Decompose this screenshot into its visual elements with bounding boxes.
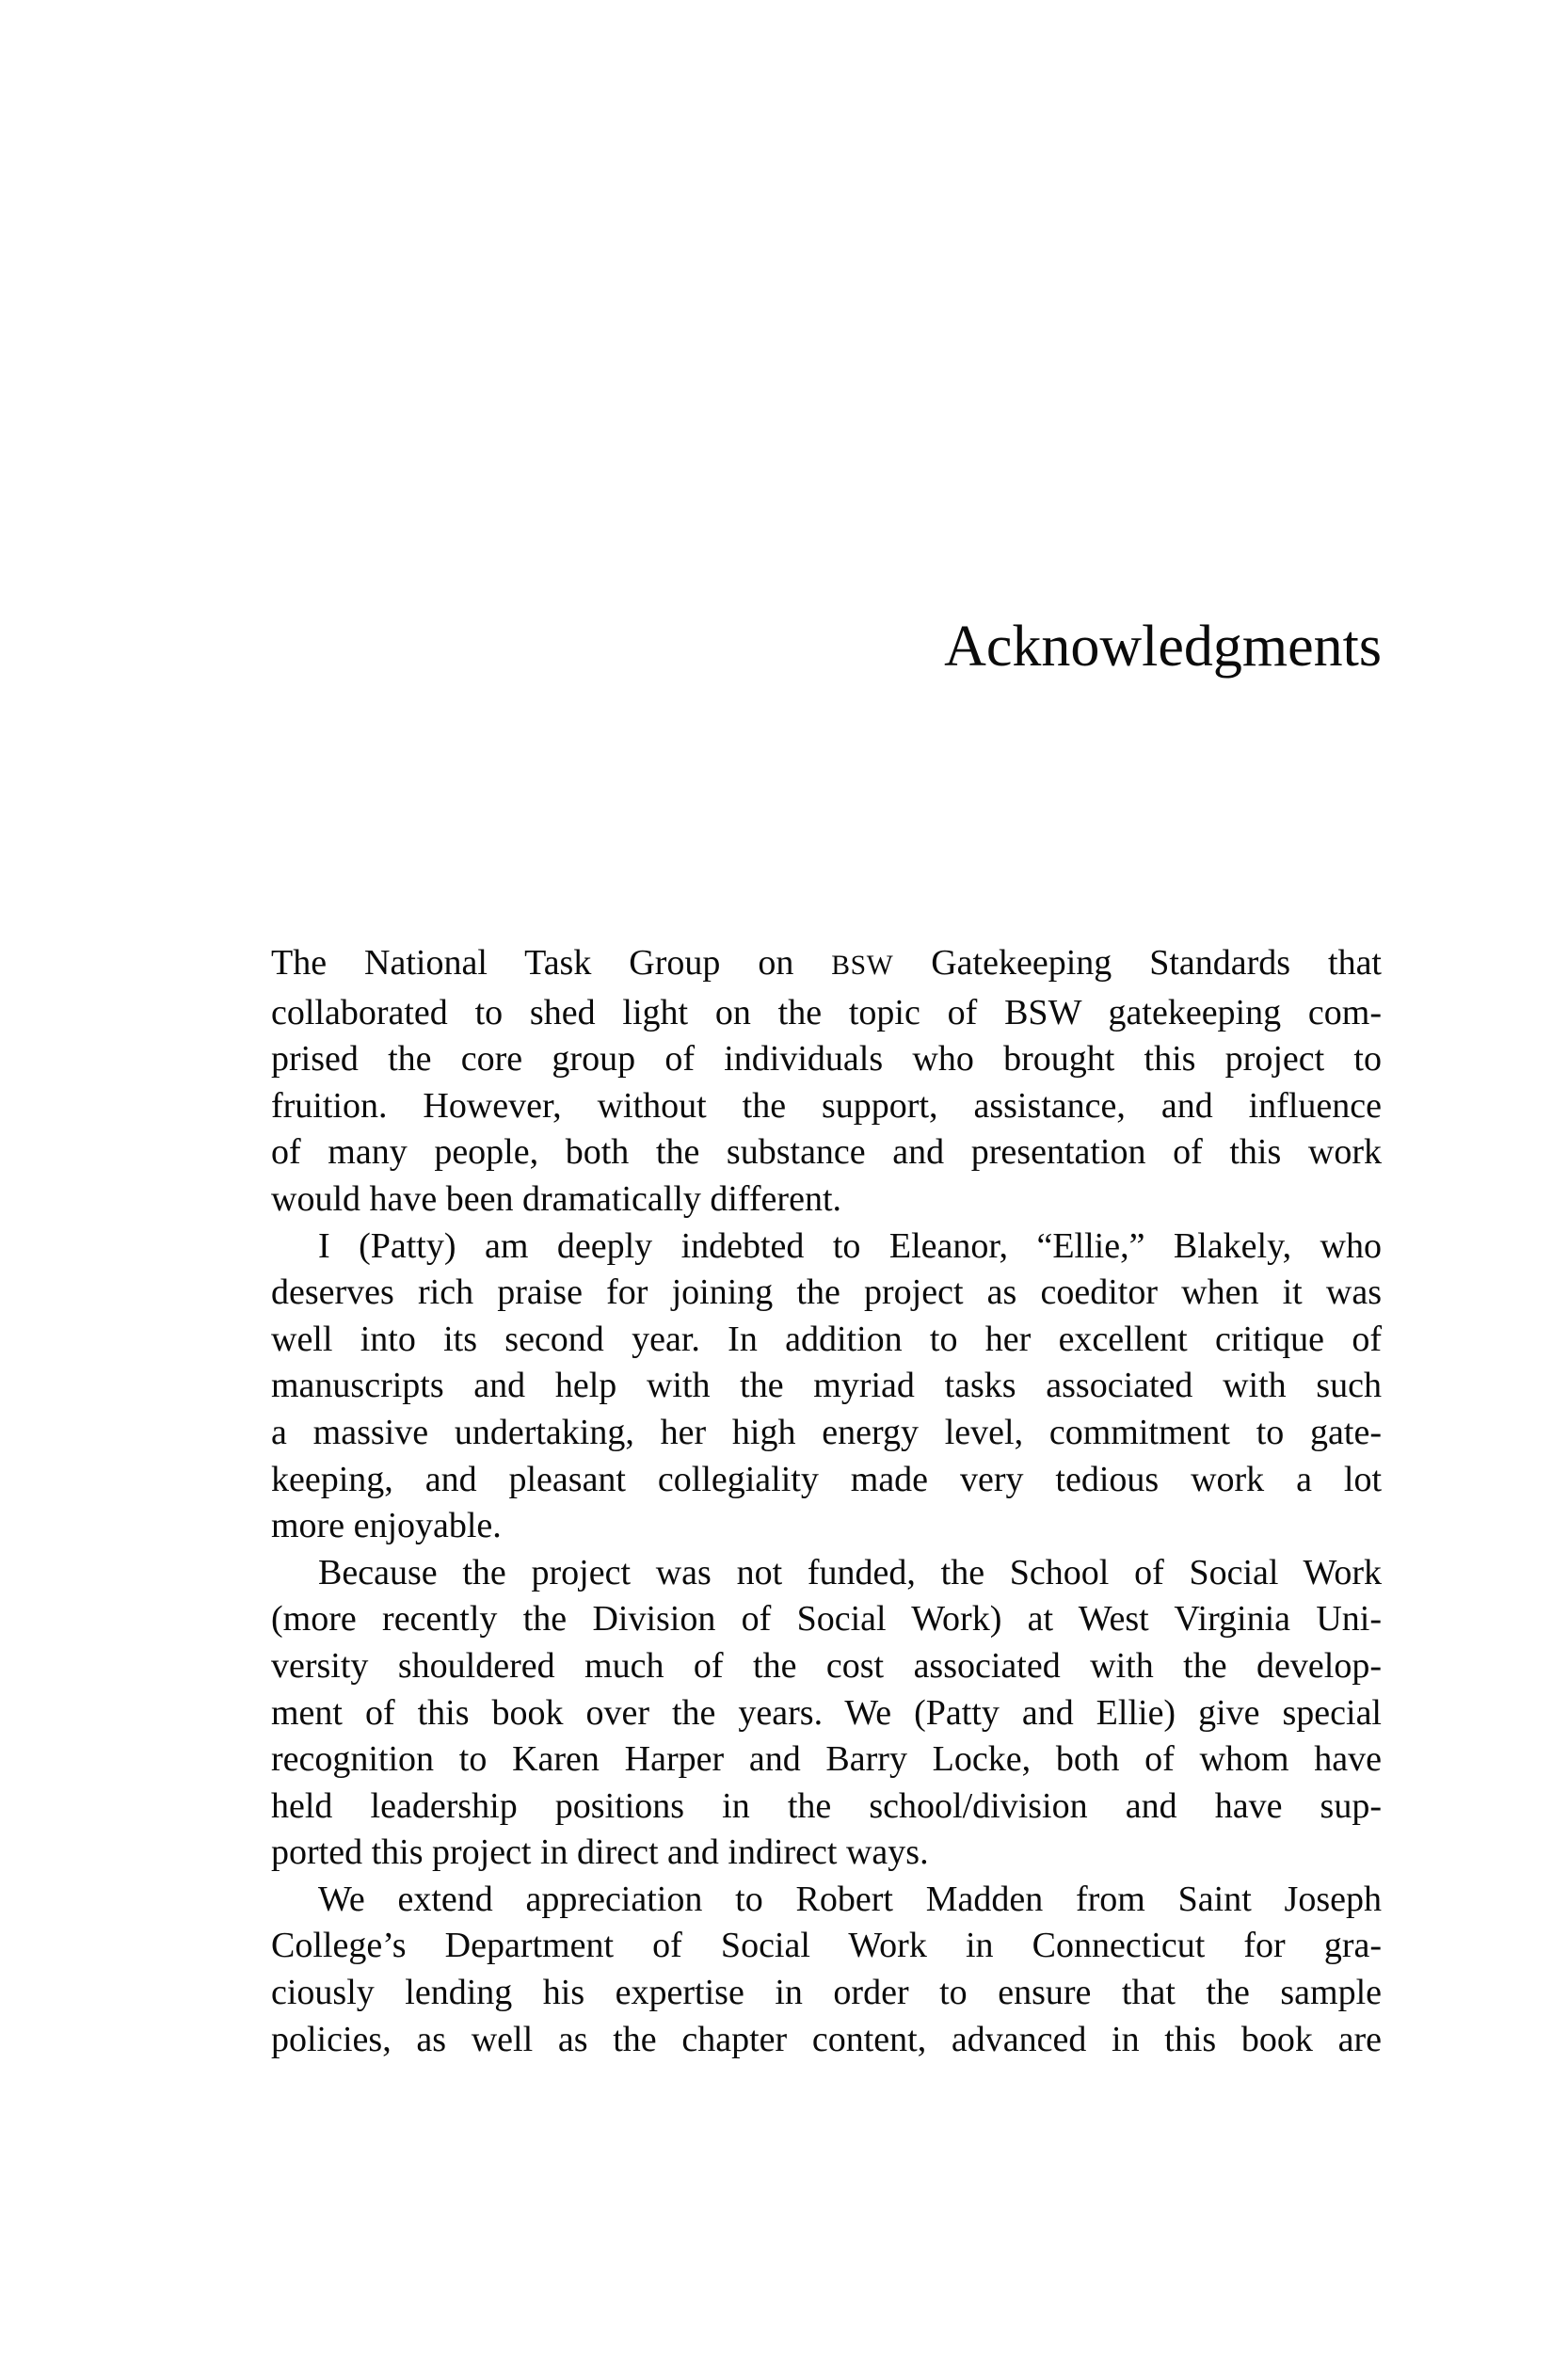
text-line: ment of this book over the years. We (Patty and Ellie) give special — [271, 1692, 1382, 1733]
text-line: recognition to Karen Harper and Barry Locke, both of whom have — [271, 1739, 1382, 1780]
paragraph — [271, 940, 1382, 1224]
text-line: more enjoyable. — [271, 1506, 502, 1546]
text-line: The National Task Group on BSW Gatekeeping Standards that — [271, 943, 1382, 983]
text-line: held leadership positions in the school/division and have sup- — [271, 1785, 1382, 1826]
text-line: ported this project in direct and indirect ways. — [271, 1832, 929, 1873]
text-line: manuscripts and help with the myriad tasks associated with such — [271, 1366, 1382, 1406]
text-line: of many people, both the substance and presentation of this work — [271, 1132, 1382, 1173]
text-line: I (Patty) am deeply indebted to Eleanor, “Ellie,” Blakely, who — [318, 1225, 1382, 1266]
text-line: a massive undertaking, her high energy level, commitment to gate- — [271, 1412, 1382, 1452]
paragraph — [271, 1224, 1382, 1550]
small-caps-text: BSW — [831, 951, 894, 981]
text-line: College’s Department of Social Work in Connecticut for gra- — [271, 1926, 1382, 1966]
page-body — [271, 940, 1382, 2063]
text-line: ciously lending his expertise in order to ensure that the sample — [271, 1973, 1382, 2013]
text-line: prised the core group of individuals who brought this project to — [271, 1039, 1382, 1080]
paragraph — [271, 1877, 1382, 2063]
text-line: fruition. However, without the support, assistance, and influence — [271, 1085, 1382, 1126]
text-line: We extend appreciation to Robert Madden from Saint Joseph — [318, 1879, 1382, 1919]
text-line: would have been dramatically different. — [271, 1178, 841, 1219]
text-line: well into its second year. In addition to her excellent critique of — [271, 1319, 1382, 1359]
text-line: keeping, and pleasant collegiality made very tedious work a lot — [271, 1459, 1382, 1499]
text-line: Because the project was not funded, the School of Social Work — [318, 1552, 1382, 1592]
text-line: (more recently the Division of Social Work) at West Virginia Uni- — [271, 1599, 1382, 1640]
chapter-title: Acknowledgments — [944, 615, 1382, 679]
text-line: collaborated to shed light on the topic of BSW gatekeeping com- — [271, 992, 1382, 1032]
text-line: versity shouldered much of the cost associated with the develop- — [271, 1645, 1382, 1686]
paragraph — [271, 1550, 1382, 1877]
text-line: deserves rich praise for joining the project as coeditor when it was — [271, 1272, 1382, 1313]
text-line: policies, as well as the chapter content, advanced in this book are — [271, 2019, 1382, 2059]
